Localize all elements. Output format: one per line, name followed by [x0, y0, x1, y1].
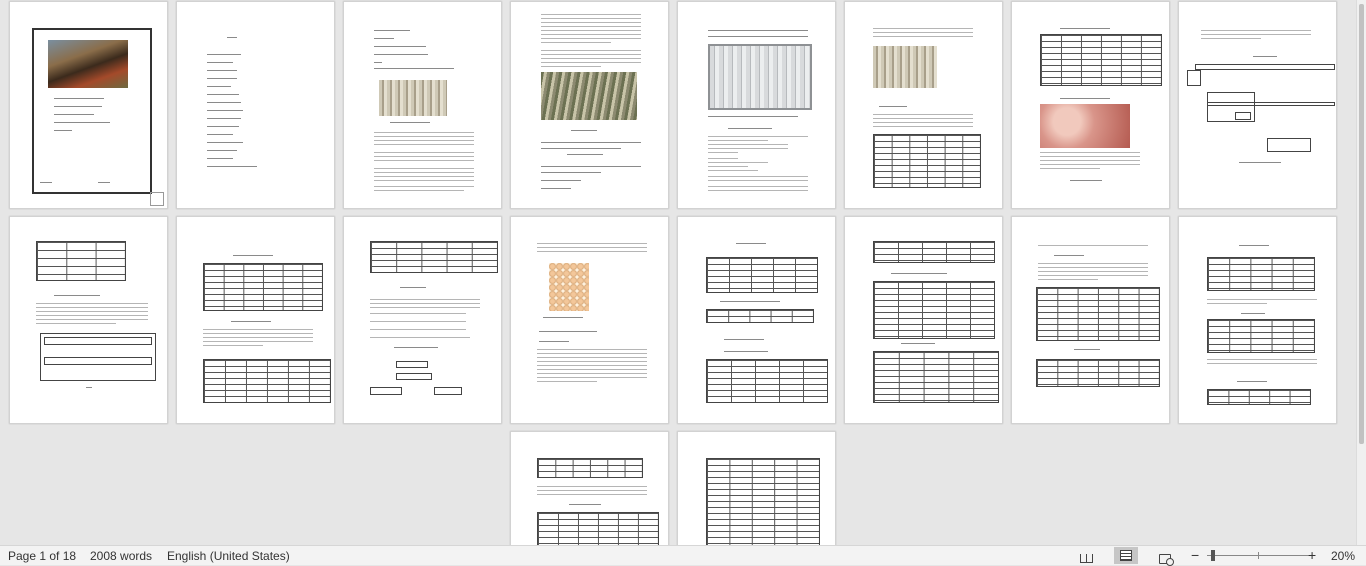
- print-layout-button[interactable]: [1114, 547, 1138, 564]
- page7-table: [1040, 34, 1162, 86]
- page11-diagram-box-2: [396, 373, 432, 380]
- page-thumbnail-17[interactable]: [510, 431, 669, 545]
- page-thumbnail-4[interactable]: [510, 1, 669, 209]
- read-mode-icon: [1080, 554, 1093, 563]
- page-thumbnail-9[interactable]: [9, 216, 168, 424]
- web-layout-icon: [1159, 554, 1171, 564]
- poultry-meat-image: [1040, 104, 1130, 148]
- page17-table-2: [537, 512, 659, 545]
- broilers-image: [541, 72, 637, 120]
- page-thumbnail-6[interactable]: [844, 1, 1003, 209]
- web-layout-button[interactable]: [1153, 547, 1177, 564]
- page18-table: [706, 458, 820, 545]
- page13-table-2: [706, 309, 814, 323]
- page11-diagram-box-1: [396, 361, 428, 368]
- zoom-out-button[interactable]: −: [1191, 547, 1200, 563]
- language-indicator[interactable]: English (United States): [167, 549, 290, 563]
- page10-table-2: [203, 359, 331, 403]
- cover-image-hens: [48, 40, 128, 88]
- page-thumbnail-13[interactable]: [677, 216, 836, 424]
- zoom-slider-thumb[interactable]: [1211, 550, 1215, 561]
- org-chart-diagram: [1185, 54, 1335, 156]
- incubator-image: [708, 44, 812, 110]
- page-thumbnail-16[interactable]: [1178, 216, 1337, 424]
- zoom-in-button[interactable]: +: [1308, 547, 1317, 563]
- page-thumbnail-2[interactable]: [176, 1, 335, 209]
- vertical-scrollbar[interactable]: [1356, 0, 1366, 545]
- page9-table: [36, 241, 126, 281]
- page11-diagram-box-4: [434, 387, 462, 395]
- poultry-house-image: [379, 80, 447, 116]
- hen-house-image: [873, 46, 937, 88]
- page15-table-2: [1036, 359, 1160, 387]
- word-count-indicator[interactable]: 2008 words: [90, 549, 153, 563]
- page16-table-3: [1207, 389, 1311, 405]
- page14-table-2: [873, 281, 995, 339]
- page-thumbnail-8[interactable]: [1178, 1, 1337, 209]
- page6-table: [873, 134, 981, 188]
- page-thumbnail-15[interactable]: [1011, 216, 1170, 424]
- page13-table-3: [706, 359, 828, 403]
- page16-table-1: [1207, 257, 1315, 291]
- status-bar: [0, 545, 1366, 565]
- page-thumbnail-14[interactable]: [844, 216, 1003, 424]
- page-corner-box: [150, 192, 164, 206]
- zoom-level[interactable]: 20%: [1331, 549, 1356, 563]
- zoom-slider-track[interactable]: [1207, 555, 1311, 556]
- page-thumbnail-10[interactable]: [176, 216, 335, 424]
- read-mode-button[interactable]: [1074, 547, 1098, 564]
- page-thumbnail-3[interactable]: [343, 1, 502, 209]
- eggs-tray-image: [549, 263, 589, 311]
- page13-table-1: [706, 257, 818, 293]
- zoom-slider-center-mark: [1258, 552, 1259, 559]
- page11-diagram-box-3: [370, 387, 402, 395]
- page-thumbnail-11[interactable]: [343, 216, 502, 424]
- page14-table-3: [873, 351, 999, 403]
- print-layout-icon: [1120, 550, 1132, 561]
- page11-table: [370, 241, 498, 273]
- page14-table-1: [873, 241, 995, 263]
- scrollbar-thumb[interactable]: [1359, 4, 1364, 444]
- page-thumbnail-5[interactable]: [677, 1, 836, 209]
- page-thumbnail-7[interactable]: [1011, 1, 1170, 209]
- page-thumbnail-12[interactable]: [510, 216, 669, 424]
- page10-table-1: [203, 263, 323, 311]
- page-thumbnail-18[interactable]: [677, 431, 836, 545]
- page-thumbnail-1[interactable]: [9, 1, 168, 209]
- page-count-indicator[interactable]: Page 1 of 18: [8, 549, 77, 563]
- page17-table-1: [537, 458, 643, 478]
- page16-table-2: [1207, 319, 1315, 353]
- page15-table-1: [1036, 287, 1160, 341]
